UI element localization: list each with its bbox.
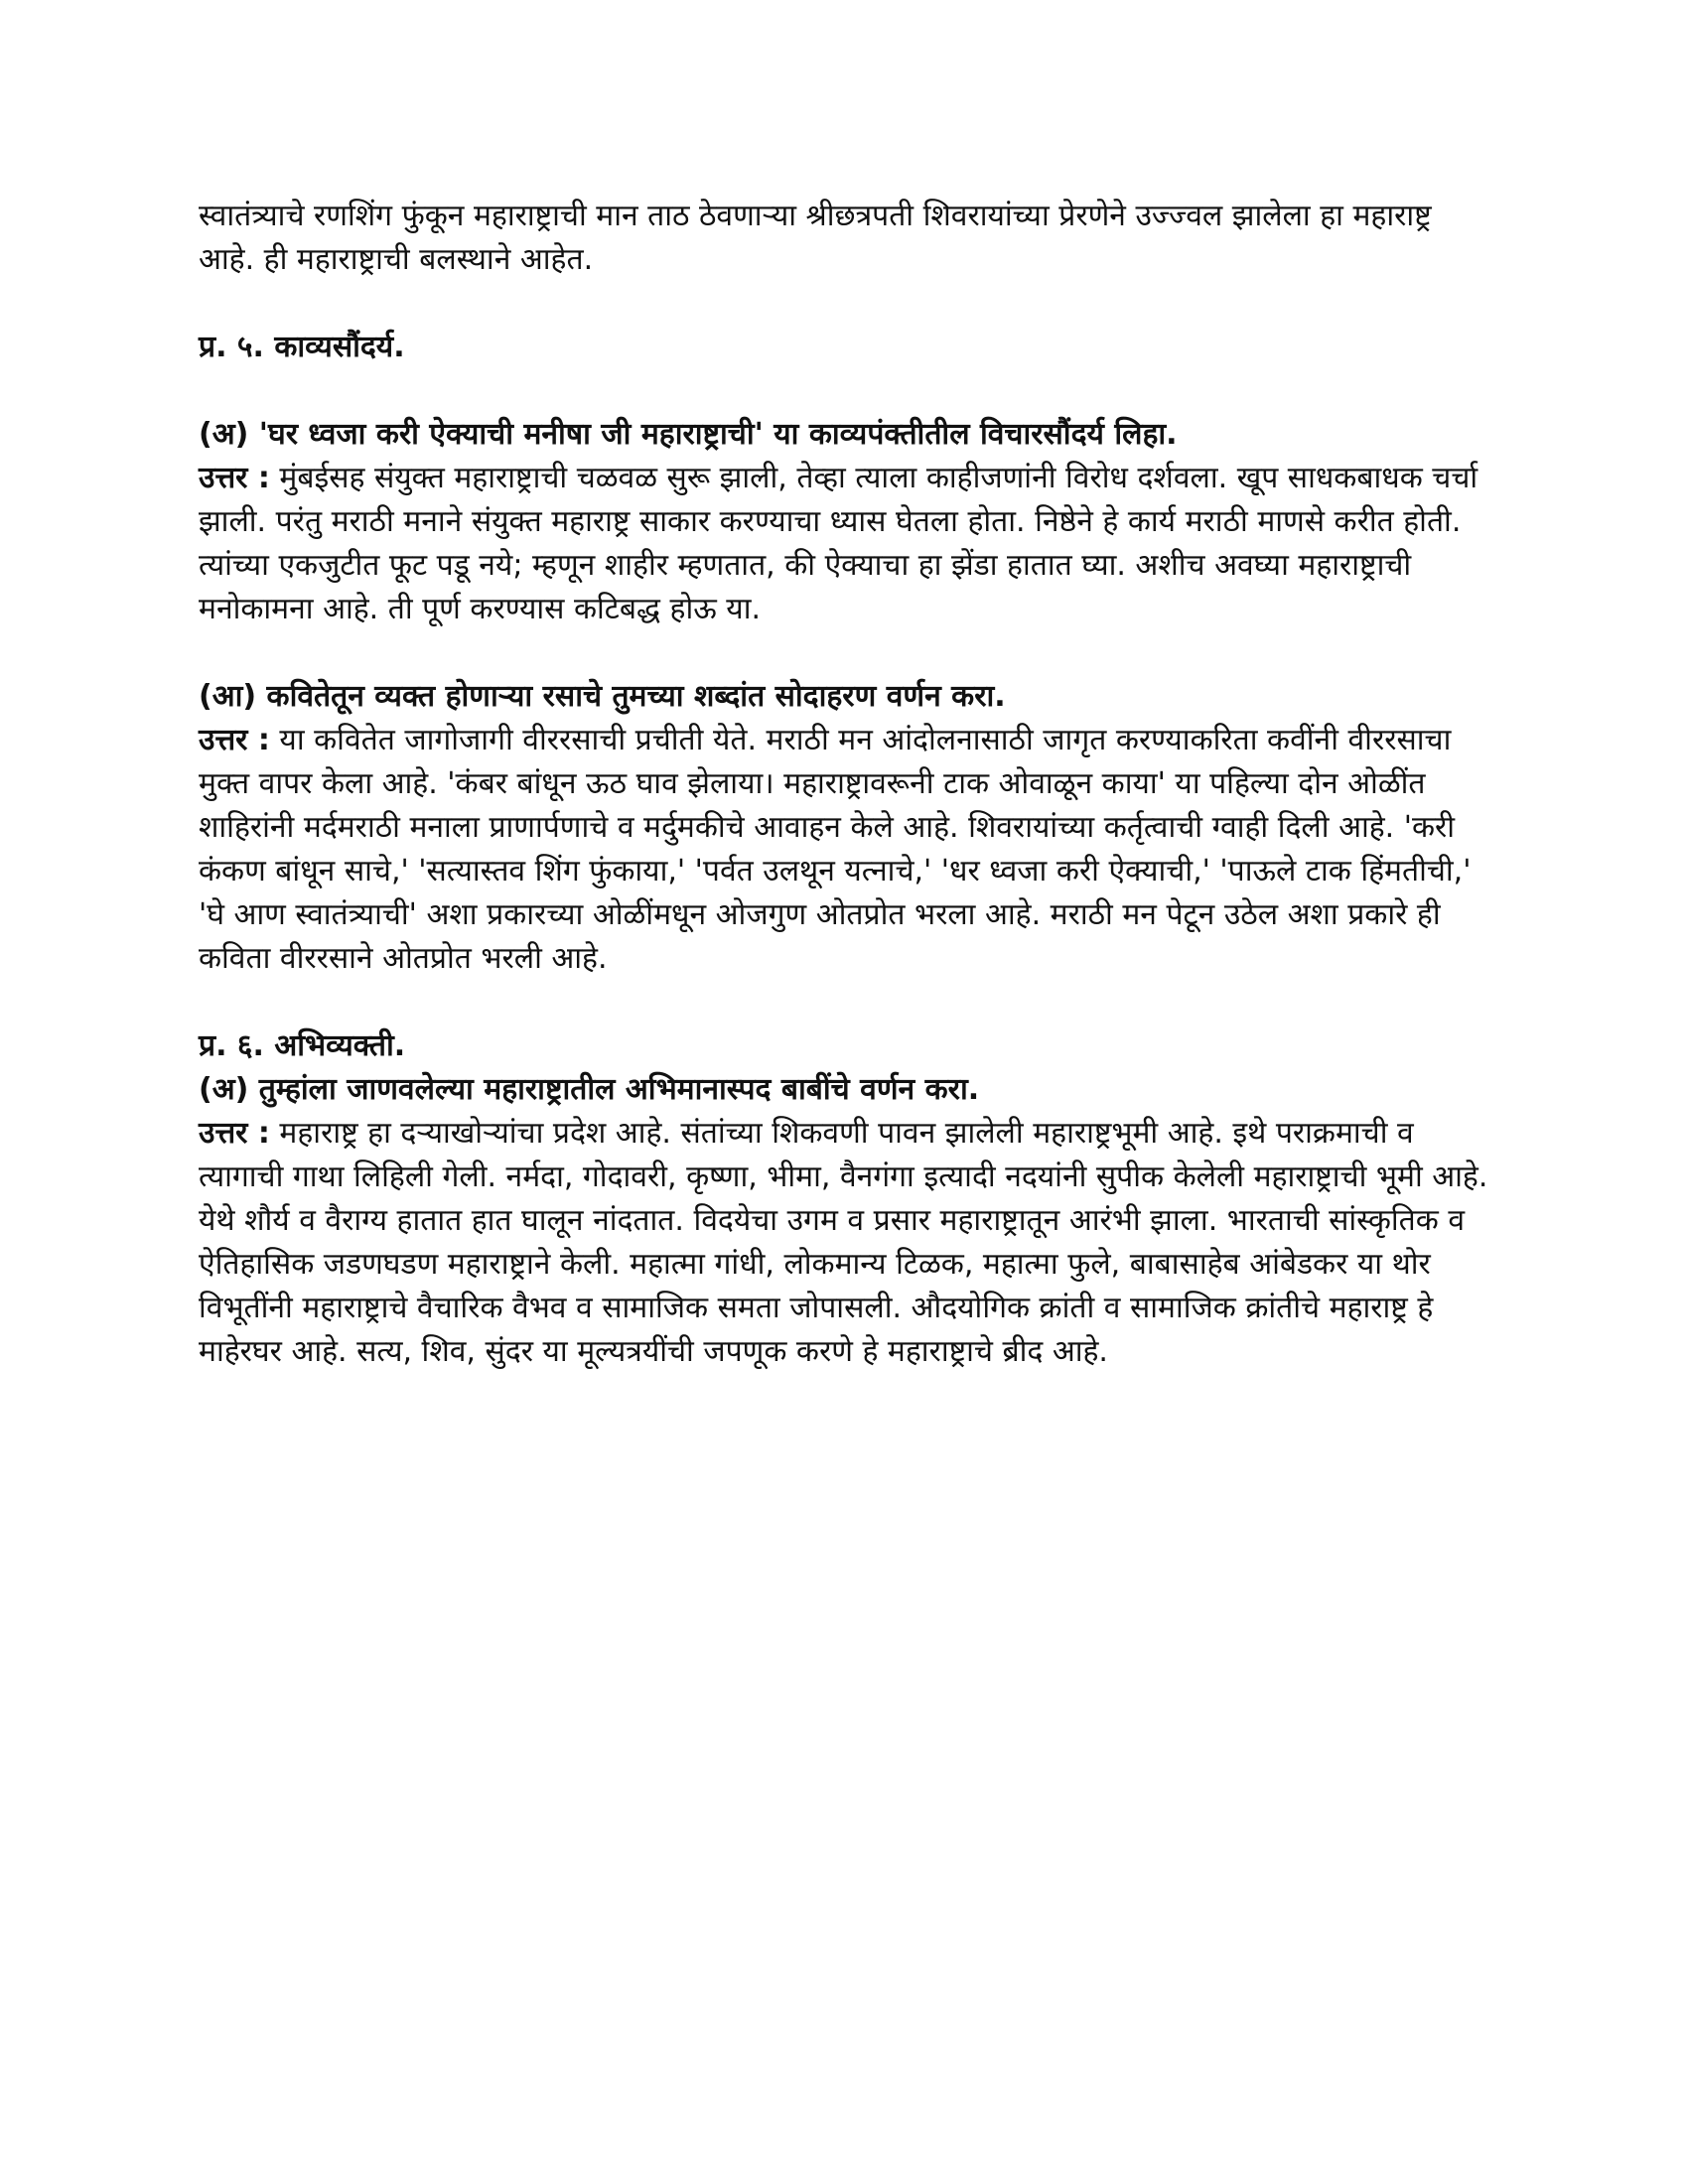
answer-paragraph	[199, 457, 1489, 631]
answer-paragraph	[199, 719, 1489, 981]
section-6-heading: प्र. ६. अभिव्यक्ती.	[199, 1028, 406, 1063]
question-heading: (अ) 'घर ध्वजा करी ऐक्याची मनीषा जी महाराष्ट्राची' या काव्यपंक्तीतील विचारसौंदर्य लिहा.	[199, 417, 1178, 452]
section-6-question-a	[199, 1068, 1489, 1374]
question-heading: (आ) कवितेतून व्यक्त होणाऱ्या रसाचे तुमच्या शब्दांत सोदाहरण वर्णन करा.	[199, 679, 1006, 714]
answer-text: मुंबईसह संयुक्त महाराष्ट्राची चळवळ सुरू झाली, तेव्हा त्याला काहीजणांनी विरोध दर्शवला. खूप साधकबाधक चर्चा झाली. परंतु मराठी मनाने संयुक्त महाराष्ट्र साकार करण्याचा ध्यास घेतला होता. निष्ठेने हे कार्य मराठी माणसे करीत होती. त्यांच्या एकजुटीत फूट पडू नये; म्हणून शाहीर म्हणतात, की ऐक्याचा हा झेंडा हातात घ्या. अशीच अवघ्या महाराष्ट्राची मनोकामना आहे. ती पूर्ण करण्यास कटिबद्ध होऊ या.	[199, 461, 1478, 626]
answer-text: या कवितेत जागोजागी वीररसाची प्रचीती येते. मराठी मन आंदोलनासाठी जागृत करण्याकरिता कवींनी वीररसाचा मुक्त वापर केला आहे. 'कंबर बांधून ऊठ घाव झेलाया। महाराष्ट्रावरूनी टाक ओवाळून काया' या पहिल्या दोन ओळींत शाहिरांनी मर्दमराठी मनाला प्राणार्पणाचे व मर्दुमकीचे आवाहन केले आहे. शिवरायांच्या कर्तृत्वाची ग्वाही दिली आहे. 'करी कंकण बांधून साचे,' 'सत्यास्तव शिंग फुंकाया,' 'पर्वत उलथून यत्नाचे,' 'धर ध्वजा करी ऐक्याची,' 'पाऊले टाक हिंमतीची,' 'घे आण स्वातंत्र्याची' अशा प्रकारच्या ओळींमधून ओजगुण ओतप्रोत भरला आहे. मराठी मन पेटून उठेल अशा प्रकारे ही कविता वीररसाने ओतप्रोत भरली आहे.	[199, 723, 1472, 976]
section-5-heading: प्र. ५. काव्यसौंदर्य.	[199, 330, 405, 364]
answer-text: महाराष्ट्र हा दऱ्याखोऱ्यांचा प्रदेश आहे. संतांच्या शिकवणी पावन झालेली महाराष्ट्रभूमी आहे. इथे पराक्रमाची व त्यागाची गाथा लिहिली गेली. नर्मदा, गोदावरी, कृष्णा, भीमा, वैनगंगा इत्यादी नदयांनी सुपीक केलेली महाराष्ट्राची भूमी आहे. येथे शौर्य व वैराग्य हातात हात घालून नांदतात. विदयेचा उगम व प्रसार महाराष्ट्रातून आरंभी झाला. भारताची सांस्कृतिक व ऐतिहासिक जडणघडण महाराष्ट्राने केली. महात्मा गांधी, लोकमान्य टिळक, महात्मा फुले, बाबासाहेब आंबेडकर या थोर विभूतींनी महाराष्ट्राचे वैचारिक वैभव व सामाजिक समता जोपासली. औदयोगिक क्रांती व सामाजिक क्रांतीचे महाराष्ट्र हे माहेरघर आहे. सत्य, शिव, सुंदर या मूल्यत्रयींची जपणूक करणे हे महाराष्ट्राचे ब्रीद आहे.	[199, 1116, 1488, 1369]
section-5-question-aa	[199, 675, 1489, 981]
document-page	[199, 195, 1489, 1374]
answer-label: उत्तर :	[199, 723, 270, 757]
answer-label: उत्तर :	[199, 1116, 270, 1151]
answer-label: उत्तर :	[199, 461, 270, 495]
section-5-question-a	[199, 413, 1489, 631]
question-heading: (अ) तुम्हांला जाणवलेल्या महाराष्ट्रातील अभिमानास्पद बाबींचे वर्णन करा.	[199, 1072, 980, 1107]
intro-paragraph: स्वातंत्र्याचे रणशिंग फुंकून महाराष्ट्राची मान ताठ ठेवणाऱ्या श्रीछत्रपती शिवरायांच्या प्रेरणेने उज्ज्वल झालेला हा महाराष्ट्र आहे. ही महाराष्ट्राची बलस्थाने आहेत.	[199, 199, 1432, 277]
answer-paragraph	[199, 1112, 1489, 1374]
